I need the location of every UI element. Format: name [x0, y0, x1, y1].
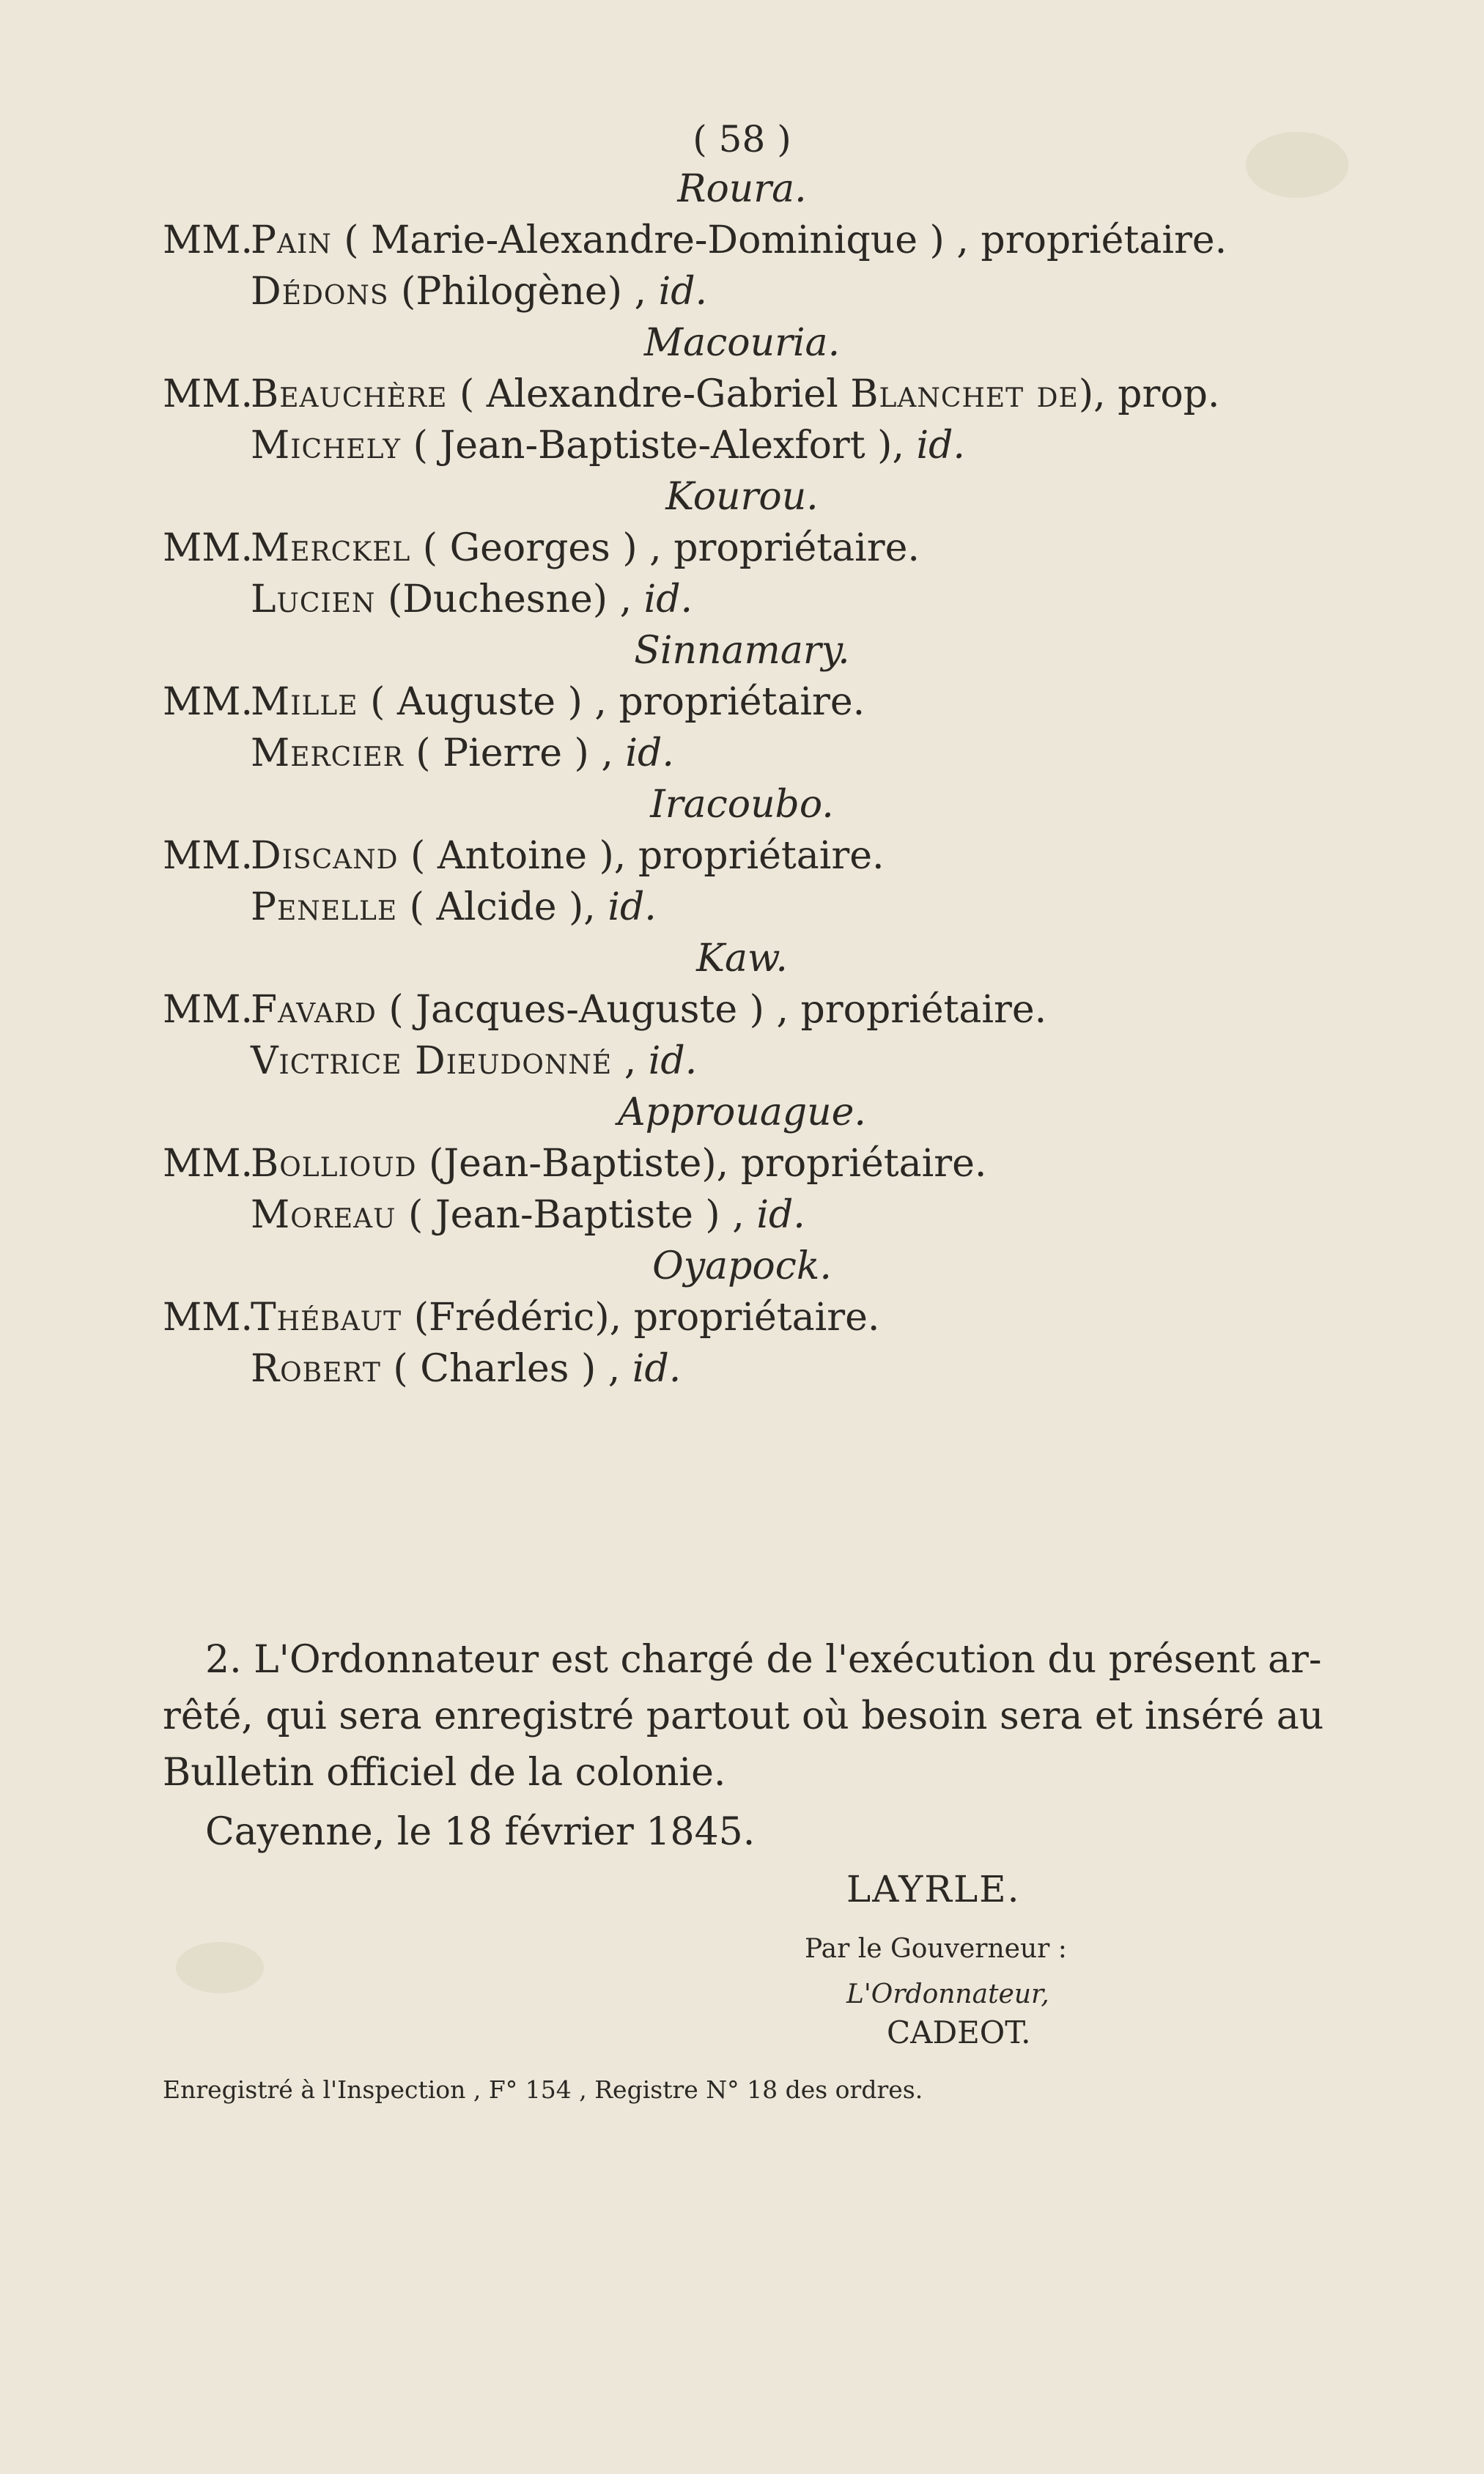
member-entry — [251, 731, 674, 775]
ordonnateur-name: CADEOT. — [887, 2015, 1031, 2050]
district-heading: Sinnamary. — [634, 629, 850, 673]
member-details: ( Alcide ), — [397, 885, 608, 929]
member-entry — [251, 885, 657, 929]
member-details: ( Jacques-Auguste ) , propriétaire. — [376, 988, 1047, 1032]
member-surname: Michely — [251, 424, 402, 468]
member-entry — [163, 1296, 879, 1340]
member-surname: Mille — [251, 680, 358, 724]
district-heading: Approuague. — [618, 1090, 866, 1134]
member-entry — [251, 1347, 681, 1391]
member-details: ( Jean-Baptiste-Alexfort ), — [401, 424, 917, 468]
page-number: ( 58 ) — [693, 118, 791, 160]
member-surname: Robert — [251, 1347, 381, 1391]
par-le-gouverneur: Par le Gouverneur : — [805, 1934, 1067, 1964]
district-heading: Kaw. — [696, 937, 788, 981]
idem-abbrev: id. — [658, 270, 708, 314]
member-surname: Moreau — [251, 1193, 396, 1237]
district-heading: Iracoubo. — [650, 783, 834, 827]
member-details: , — [612, 1039, 649, 1083]
mm-prefix: MM. — [163, 1142, 254, 1186]
member-surname: Favard — [251, 988, 377, 1032]
member-entry — [163, 526, 920, 570]
district-heading: Roura. — [677, 167, 807, 211]
ordonnateur-title: L'Ordonnateur, — [846, 1979, 1049, 2009]
member-entry — [251, 1039, 697, 1083]
member-details: ( Marie-Alexandre-Dominique ) , propriétaire. — [331, 218, 1228, 262]
article-line-1: 2. L'Ordonnateur est chargé de l'exécution du présent ar- — [205, 1638, 1322, 1682]
member-surname: Pain — [251, 218, 332, 262]
member-entry — [163, 218, 1227, 262]
member-details: ( Jean-Baptiste ) , — [396, 1193, 757, 1237]
member-details: ( Pierre ) , — [403, 731, 626, 775]
member-surname: Discand — [251, 834, 399, 878]
idem-abbrev: id. — [608, 885, 657, 929]
member-surname: Dédons — [251, 270, 389, 314]
member-entry — [251, 270, 707, 314]
member-entry — [163, 988, 1046, 1032]
member-surname: Victrice Dieudonné — [251, 1039, 613, 1083]
signature: LAYRLE. — [846, 1868, 1021, 1910]
member-entry — [163, 834, 885, 878]
paper-stain — [176, 1942, 264, 1993]
member-entry — [163, 372, 1219, 416]
member-surname: Thébaut — [251, 1296, 402, 1340]
member-details: (Jean-Baptiste), propriétaire. — [416, 1142, 987, 1186]
member-surname: Mercier — [251, 731, 404, 775]
mm-prefix: MM. — [163, 834, 254, 878]
member-details: ( Antoine ), propriétaire. — [398, 834, 885, 878]
article-line-2: rêté, qui sera enregistré partout où besoin sera et inséré au — [163, 1694, 1324, 1738]
article-line-3: Bulletin officiel de la colonie. — [163, 1751, 726, 1795]
date-line: Cayenne, le 18 février 1845. — [205, 1810, 756, 1854]
district-heading: Kourou. — [665, 475, 819, 519]
member-entry — [163, 680, 865, 724]
member-surname: Bollioud — [251, 1142, 417, 1186]
member-details-end: ), prop. — [1078, 372, 1220, 416]
member-details: ( Auguste ) , propriétaire. — [358, 680, 865, 724]
mm-prefix: MM. — [163, 218, 254, 262]
member-surname: Merckel — [251, 526, 411, 570]
idem-abbrev: id. — [632, 1347, 682, 1391]
idem-abbrev: id. — [648, 1039, 698, 1083]
district-heading: Macouria. — [643, 321, 841, 365]
member-surname: Beauchère — [251, 372, 448, 416]
idem-abbrev: id. — [625, 731, 674, 775]
member-details: (Philogène) , — [388, 270, 659, 314]
member-surname-part: Blanchet de — [850, 372, 1079, 416]
member-surname: Penelle — [251, 885, 398, 929]
mm-prefix: MM. — [163, 988, 254, 1032]
idem-abbrev: id. — [756, 1193, 805, 1237]
idem-abbrev: id. — [916, 424, 965, 468]
member-surname: Lucien — [251, 577, 376, 621]
member-details: ( Alexandre-Gabriel — [447, 372, 851, 416]
member-details: ( Charles ) , — [380, 1347, 632, 1391]
mm-prefix: MM. — [163, 680, 254, 724]
mm-prefix: MM. — [163, 372, 254, 416]
member-details: (Duchesne) , — [375, 577, 644, 621]
member-entry — [163, 1142, 986, 1186]
member-entry — [251, 424, 965, 468]
member-entry — [251, 577, 693, 621]
mm-prefix: MM. — [163, 526, 254, 570]
member-details: ( Georges ) , propriétaire. — [410, 526, 920, 570]
member-details: (Frédéric), propriétaire. — [402, 1296, 880, 1340]
district-heading: Oyapock. — [652, 1244, 832, 1288]
idem-abbrev: id. — [643, 577, 693, 621]
registration-line: Enregistré à l'Inspection , F° 154 , Registre N° 18 des ordres. — [163, 2075, 923, 2104]
member-entry — [251, 1193, 805, 1237]
mm-prefix: MM. — [163, 1296, 254, 1340]
